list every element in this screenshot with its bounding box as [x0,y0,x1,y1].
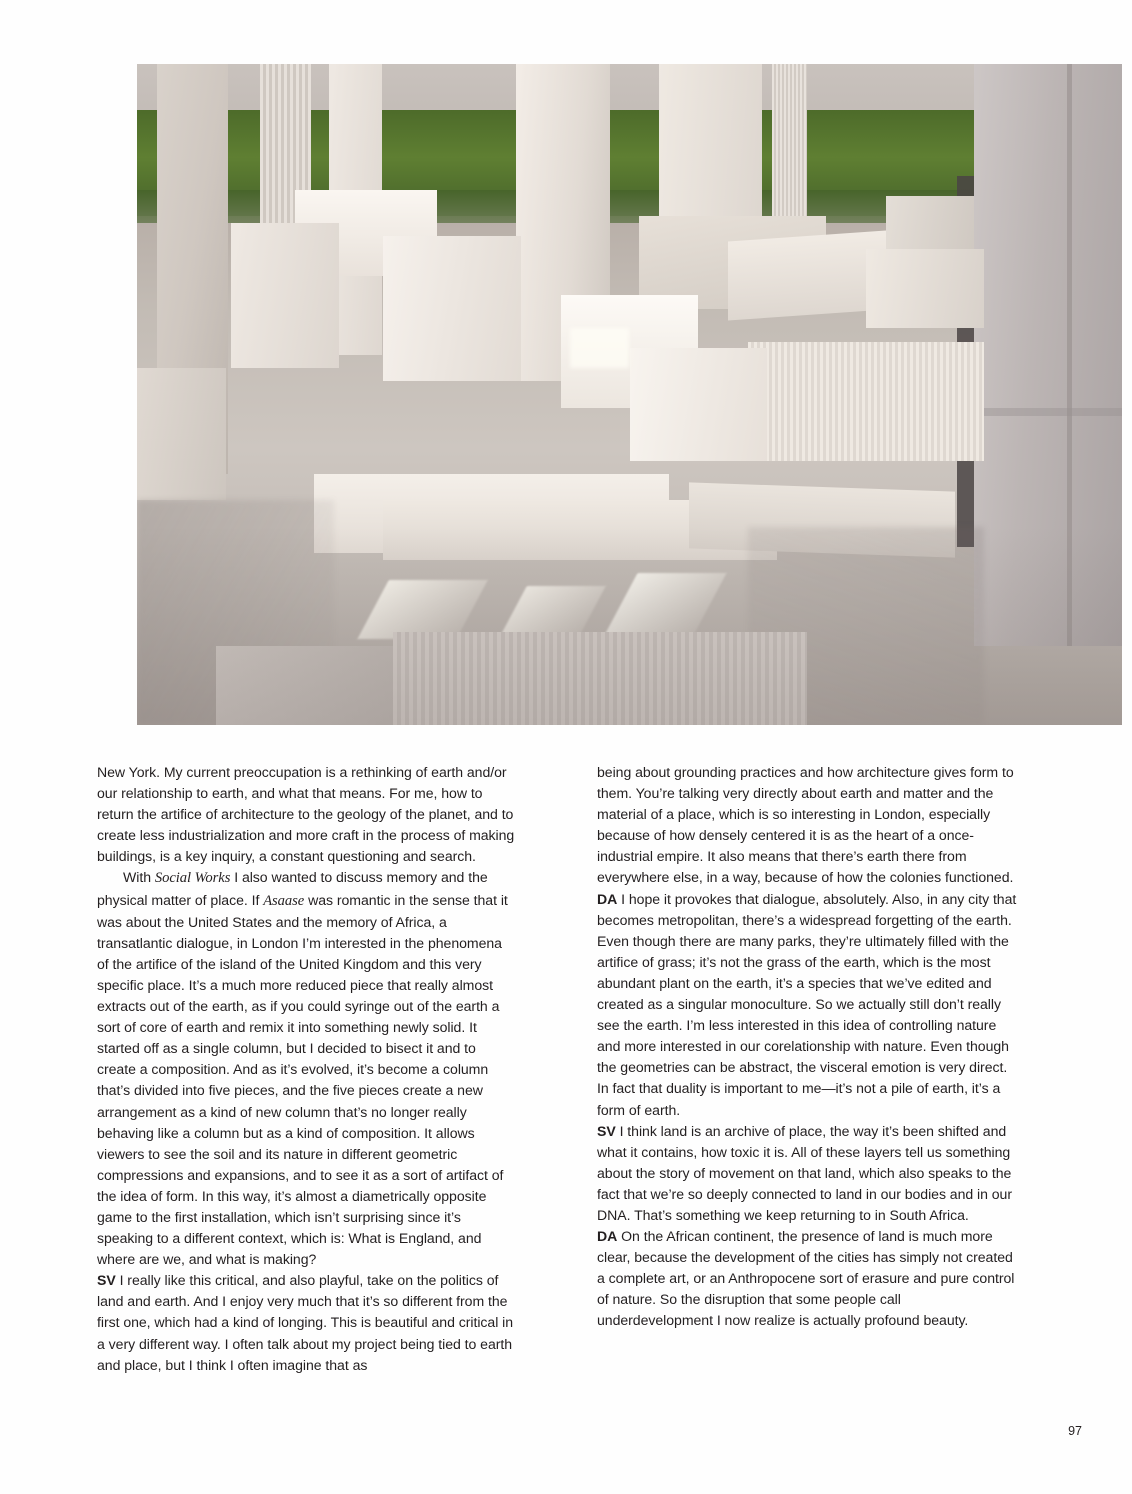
page-number: 97 [1068,1424,1082,1438]
paragraph: DA On the African continent, the presence of land is much more clear, because the development of the cities has simply not created a complete art, or an Anthropocene sort of erasure and pure control of nature. So the disruption that some people call underdevelopment I now realize is actually profound beauty. [597,1228,1015,1329]
body-text-column-right [597,762,1017,1332]
speaker-initials: DA [597,890,618,907]
photo-fluted-block-8 [748,342,984,461]
photo-block-1 [231,223,339,368]
paragraph: being about grounding practices and how architecture gives form to them. You’re talking very directly about earth and matter and the material of a place, which is so interesting in London, especially because of how densely centered it is as the heart of a once-industrial empire. It also means that there’s earth there from everywhere else, in a way, because of how the colonies functioned. [597,764,1014,886]
photo-block-7 [866,249,984,328]
photo-column-right-seam [974,408,1122,416]
body-text-column-left [97,762,517,1376]
speaker-initials: SV [97,1272,116,1289]
paragraph: New York. My current preoccupation is a rethinking of earth and/or our relationship to earth, and what that means. For me, how to return the artifice of architecture to the geology of the planet, and to create less industrialization and more craft in the process of making buildings, is a key inquiry, a constant questioning and search. [97,764,515,865]
speaker-initials: DA [597,1228,618,1245]
italic-title: Asaase [263,892,305,909]
paragraph: SV I really like this critical, and also playful, take on the politics of land and earth. And I enjoy very much that it’s so different from the first one, which had a kind of longing. This is beautiful and critical in a very different way. I often talk about my project being tied to earth and place, but I think I often imagine that as [97,1272,514,1373]
photo-canvas [137,64,1122,725]
photo-block-9 [630,348,768,460]
photo-fluted-column-f [772,64,806,236]
photo-block-15 [137,368,226,500]
paragraph: With Social Works I also wanted to discuss memory and the physical matter of place. If Asaase was romantic in the sense that it was about the United States and the memory of Africa, a transatlantic dialogue, in London I’m interested in the phenomena of the artifice of the island of the United Kingdom and this very specific place. It’s a much more reduced piece that really almost extracts out of the earth, as if you could syringe out of the earth a sort of core of earth and remix it into something newly solid. It started off as a single column, but I decided to bisect it and to create a composition. And as it’s evolved, it’s become a column that’s divided into five pieces, and the five pieces create a new arrangement as a kind of new column that’s no longer really behaving like a column but as a kind of composition. It allows viewers to see the soil and its nature in different geometric compressions and expansions, and to see it as a sort of artifact of the idea of form. In this way, it’s almost a diametrically opposite game to the first installation, which isn’t surprising since it’s speaking to a different context, which is: What is England, and where are we, and what is making? [97,869,508,1268]
speaker-initials: SV [597,1122,616,1139]
italic-title: Social Works [154,870,231,887]
paragraph: DA I hope it provokes that dialogue, absolutely. Also, in any city that becomes metropolitan, there’s a widespread forgetting of the earth. Even though there are many parks, they’re ultimately filled with the artifice of grass; it’s not the grass of the earth, which is the most abundant plant on the earth, it’s a species that we’ve edited and created as a singular monoculture. So we actually still don’t really see the earth. I’m less interested in this idea of controlling nature and more interested in our corelationship with nature. Even though the geometries can be abstract, the visceral emotion is very direct. In fact that duality is important to me—it’s not a pile of earth, it’s a form of earth. [597,890,1017,1118]
paragraph: SV I think land is an archive of place, the way it’s been shifted and what it contains, how toxic it is. All of these layers tell us something about the story of movement on that land, which also speaks to the fact that we’re so deeply connected to land in our bodies and in our DNA. That’s something we keep returning to in South Africa. [597,1122,1012,1223]
photo-sunlight-patch-4 [570,328,629,368]
photo-foreground-vignette [137,527,1122,725]
installation-photograph [137,64,1122,725]
photo-block-3 [383,236,521,381]
photo-block-6 [728,230,886,320]
